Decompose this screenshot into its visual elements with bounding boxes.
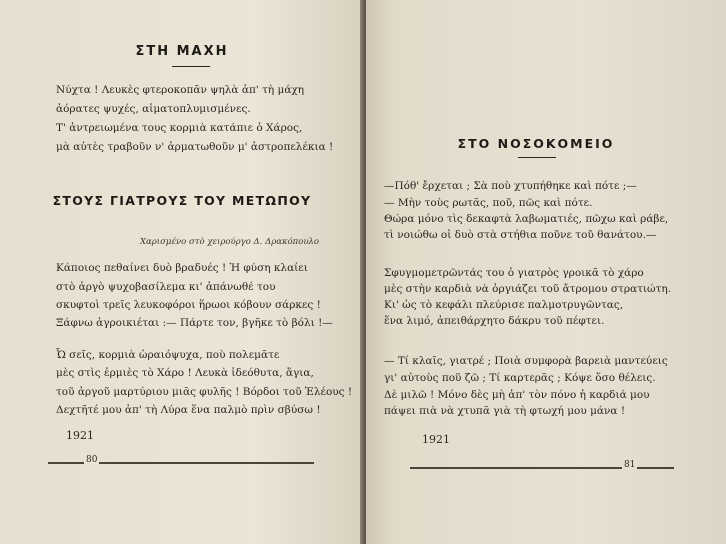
page-number: 80 [86, 455, 98, 465]
poem2-year: 1921 [66, 429, 94, 442]
poem-s3-line-1: — Τί κλαῖς, γιατρέ ; Ποιὰ συμφορὰ βαρειὰ μαντεύεις [384, 355, 668, 367]
poem-s1-line-2: — Μὴν τοὺς ρωτᾶς, ποῦ, πῶς καὶ πότε. [384, 197, 593, 209]
poem-s2-line-3: Κι' ὡς τὸ κεφάλι πλεύρισε παλμοτρυγῶντας, [384, 299, 624, 311]
poem-s2-line-2: μὲς στὴν καρδιὰ νὰ ὀργιάζει τοῦ ἄτρομου στρατιώτη. [384, 283, 672, 295]
poem1-line-4: μὰ αὐτὲς τραβοῦν ν' ἁρματωθοῦν μ' ἀστροπελέκια ! [56, 141, 334, 153]
poem-s2-line-1: Σφυγμομετρῶντάς του ὁ γιατρὸς γροικᾶ τὸ χάρο [384, 267, 644, 279]
poem2-s2-line-4: Δεχτῆτέ μου ἀπ' τὴ Λύρα ἕνα παλμὸ πρὶν σβύσω ! [56, 404, 321, 416]
poem2-dedication: Χαρισμένο στὸ χειρούργο Δ. Δρακόπουλο [140, 237, 320, 247]
poem-s3-line-3: Δὲ μιλῶ ! Μόνο δὲς μὴ ἀπ' τὸν πόνο ἡ καρδιά μου [384, 389, 650, 401]
title-underline [172, 66, 210, 67]
poem2-s2-line-1: Ὦ σεῖς, κορμιὰ ὡραιόψυχα, ποὺ πολεμᾶτε [56, 349, 280, 361]
poem2-s1-line-3: σκυφτοὶ τρεῖς λευκοφόροι ἥρωοι κόβουν σάρκες ! [56, 299, 321, 311]
poem1-line-3: Τ' ἀντρειωμένα τους κορμιὰ κατάπιε ὁ Χάρος, [56, 122, 303, 134]
poem-s1-line-3: Θώρα μόνο τὶς δεκαφτὰ λαβωματιές, πῶχω καὶ ράβε, [384, 213, 669, 225]
poem-title-sti-machi: ΣΤΗ ΜΑΧΗ [135, 44, 229, 59]
poem-title-sto-nosokomeio: ΣΤΟ ΝΟΣΟΚΟΜΕΙΟ [457, 136, 615, 151]
poem-s2-line-4: ἕνα λιμό, ἀπειθάρχητο δάκρυ τοῦ πέφτει. [384, 315, 605, 327]
poem-s1-line-4: τὶ νοιώθω οἱ δυὸ στὰ στήθια ποῦνε τοῦ θανάτου.— [384, 229, 657, 241]
page-number: 81 [624, 460, 636, 470]
poem-s1-line-1: —Πόθ' ἔρχεται ; Σὰ ποὺ χτυπήθηκε καὶ πότε ;— [384, 180, 637, 192]
poem-s3-line-4: πάψει πιὰ νὰ χτυπᾶ γιὰ τὴ φτωχή μου μάνα ! [384, 405, 626, 417]
poem2-s2-line-3: τοῦ ἀργοῦ μαρτύριου μιᾶς φυλῆς ! Βόρδοι τοῦ Ἐλέους ! [56, 386, 353, 398]
poem2-s2-line-2: μὲς στὶς ἐρμιὲς τὸ Χάρο ! Λευκὰ ἰδεόθυτα, ἅγια, [56, 367, 314, 379]
poem-s3-line-2: γι' αὐτοὺς ποῦ ζῶ ; Τί καρτερᾶς ; Κόψε ὅσο θέλεις. [384, 372, 656, 384]
poem2-s1-line-1: Κάποιος πεθαίνει δυὸ βραδυές ! Ἡ φύση κλαίει [56, 262, 308, 274]
right-page [366, 0, 726, 544]
poem1-line-1: Νύχτα ! Λευκὲς φτεροκοπᾶν ψηλὰ ἀπ' τὴ μάχη [56, 84, 305, 96]
title-underline [518, 157, 556, 158]
poem-year: 1921 [422, 433, 450, 446]
poem-title-stous-giatrous: ΣΤΟΥΣ ΓΙΑΤΡΟΥΣ ΤΟΥ ΜΕΤΩΠΟΥ [52, 193, 312, 208]
poem2-s1-line-2: στὸ ἀργὸ ψυχοβασίλεμα κι' ἀπάνωθέ του [56, 281, 276, 293]
poem1-line-2: ἀόρατες ψυχές, αἱματοπλυμισμένες. [56, 103, 251, 115]
poem2-s1-line-4: Ξάφνω ἀγροικιέται :— Πάρτε τον, βγῆκε τὸ βόλι !— [56, 317, 333, 329]
